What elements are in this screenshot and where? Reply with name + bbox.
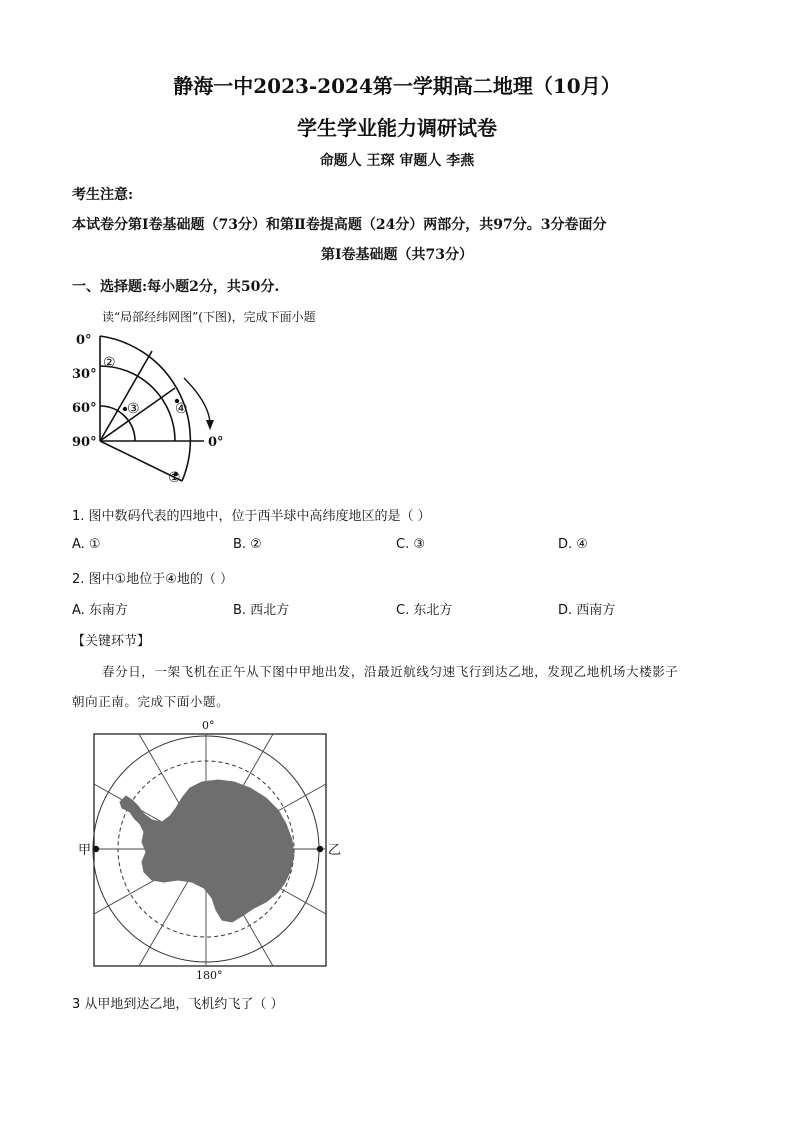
question-1-stem: 1. 图中数码代表的四地中，位于西半球中高纬度地区的是（ ） <box>72 509 431 524</box>
lat-label-0: 0° <box>76 333 92 348</box>
point-jia-dot <box>93 846 99 852</box>
q2-option-c[interactable]: C. 东北方 <box>396 603 453 618</box>
exam-subtitle: 学生学业能力调研试卷 <box>297 116 497 140</box>
meridian-label-0: 0° <box>202 719 215 732</box>
q2-option-d[interactable]: D. 西南方 <box>558 603 616 618</box>
figure1-grid-lines <box>100 336 204 481</box>
point-label-4: ④ <box>175 401 188 417</box>
meridian-label-180: 180° <box>196 969 223 982</box>
point-yi-label: 乙 <box>328 843 342 858</box>
key-link-label: 【关键环节】 <box>72 634 151 649</box>
figure2-polar-map <box>72 716 352 982</box>
q1-option-b[interactable]: B. ② <box>233 537 262 552</box>
point-jia-label: 甲 <box>78 843 92 858</box>
q2-option-b[interactable]: B. 西北方 <box>233 603 290 618</box>
point-label-2: ② <box>103 355 116 371</box>
lat-label-30: 30° <box>72 367 97 382</box>
point-yi-dot <box>317 846 323 852</box>
point-label-3: ③ <box>127 401 140 417</box>
notice-label: 考生注意: <box>72 187 134 203</box>
lat-label-60: 60° <box>72 401 97 416</box>
key-link-paragraph-line1: 春分日，一架飞机在正午从下图中甲地出发，沿最近航线匀速飞行到达乙地，发现乙地机场大楼影子 <box>102 664 679 679</box>
part-heading: 一、选择题:每小题2分，共50分. <box>72 279 280 295</box>
point-label-1: ① <box>168 470 181 486</box>
rotation-arrow-head <box>206 420 214 430</box>
notice-text: 本试卷分第Ⅰ卷基础题（73分）和第Ⅱ卷提高题（24分）两部分，共97分。3分卷面分 <box>72 217 607 233</box>
figure1-latlon-grid <box>72 328 232 500</box>
q2-option-a[interactable]: A. 东南方 <box>72 603 128 618</box>
section-title: 第Ⅰ卷基础题（共73分） <box>320 247 474 263</box>
lat-label-90: 90° <box>72 435 97 450</box>
q1-option-c[interactable]: C. ③ <box>396 537 425 552</box>
q1-option-d[interactable]: D. ④ <box>558 537 588 552</box>
q1-option-a[interactable]: A. ① <box>72 537 101 552</box>
exam-title: 静海一中2023-2024第一学期高二地理（10月） <box>173 74 621 98</box>
figure1-intro: 读“局部经纬网图”(下图)，完成下面小题 <box>102 310 316 324</box>
exam-authors: 命题人 王琛 审题人 李燕 <box>319 153 475 169</box>
question-3-stem: 3 从甲地到达乙地，飞机约飞了（ ） <box>72 997 284 1012</box>
key-link-paragraph-line2: 朝向正南。完成下面小题。 <box>72 694 230 709</box>
question-2-stem: 2. 图中①地位于④地的（ ） <box>72 572 233 587</box>
lon-label-0: 0° <box>208 435 224 450</box>
